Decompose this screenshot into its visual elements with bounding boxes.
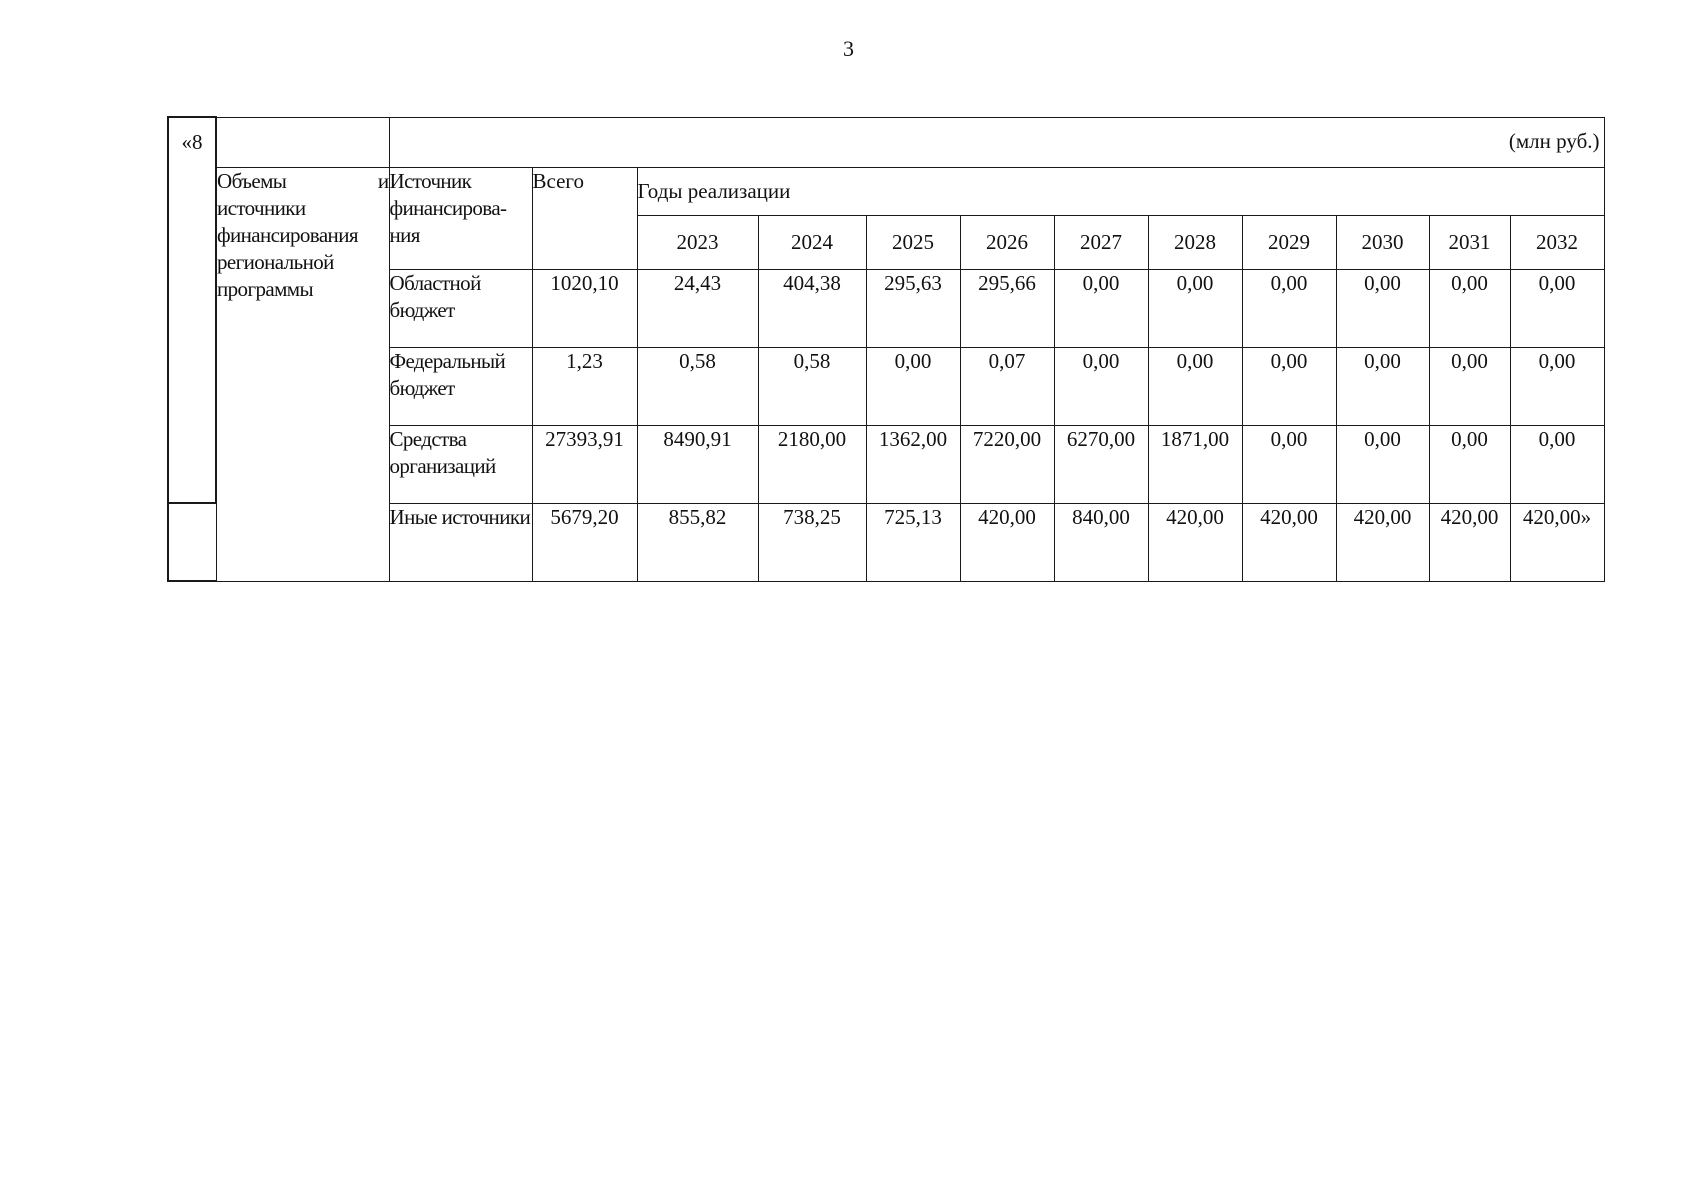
- value-cell: 0,00: [1510, 269, 1604, 347]
- year-cell: 2032: [1510, 215, 1604, 269]
- section-label-first-conj: и: [377, 168, 389, 193]
- source-header-cell: [389, 167, 532, 269]
- value-cell: 420,00: [1336, 503, 1429, 581]
- value-cell: 840,00: [1054, 503, 1148, 581]
- value-cell: 295,63: [866, 269, 960, 347]
- year-cell: 2024: [758, 215, 866, 269]
- value-cell: 0,00: [1054, 347, 1148, 425]
- year-cell: 2027: [1054, 215, 1148, 269]
- total-cell: 1020,10: [532, 269, 637, 347]
- value-cell: 0,00: [1242, 269, 1336, 347]
- value-cell: 8490,91: [637, 425, 758, 503]
- total-cell: 1,23: [532, 347, 637, 425]
- year-cell: 2023: [637, 215, 758, 269]
- years-title-cell: [637, 167, 1604, 215]
- value-cell: 0,00: [1510, 425, 1604, 503]
- value-cell: 1362,00: [866, 425, 960, 503]
- value-cell: 420,00»: [1510, 503, 1604, 581]
- value-cell: 0,00: [1242, 347, 1336, 425]
- financing-table: [167, 116, 1605, 582]
- value-cell: 6270,00: [1054, 425, 1148, 503]
- value-cell: 295,66: [960, 269, 1054, 347]
- unit-cell: [389, 117, 1604, 167]
- year-cell: 2026: [960, 215, 1054, 269]
- year-cell: 2028: [1148, 215, 1242, 269]
- value-cell: 0,00: [1429, 347, 1510, 425]
- source-cell: Областной бюджет: [389, 269, 532, 347]
- years-title: Годы реализации: [637, 178, 791, 203]
- value-cell: 24,43: [637, 269, 758, 347]
- value-cell: 0,00: [1148, 347, 1242, 425]
- total-header: Всего: [532, 168, 584, 193]
- section-label-cell: [216, 167, 389, 581]
- value-cell: 0,00: [1148, 269, 1242, 347]
- source-cell: Иные источники: [389, 503, 532, 581]
- total-header-cell: [532, 167, 637, 269]
- source-header: Источник финансирова-ния: [389, 168, 507, 247]
- value-cell: 0,58: [758, 347, 866, 425]
- value-cell: 7220,00: [960, 425, 1054, 503]
- value-cell: 0,00: [1336, 347, 1429, 425]
- year-cell: 2025: [866, 215, 960, 269]
- clause-number: «8: [181, 130, 203, 154]
- section-label-first-word: Объемы: [217, 168, 287, 193]
- value-cell: 738,25: [758, 503, 866, 581]
- clause-filler-cell: [168, 503, 216, 581]
- value-cell: 855,82: [637, 503, 758, 581]
- value-cell: 420,00: [1429, 503, 1510, 581]
- value-cell: 0,00: [1054, 269, 1148, 347]
- value-cell: 0,00: [1336, 425, 1429, 503]
- value-cell: 0,00: [1242, 425, 1336, 503]
- value-cell: 0,00: [866, 347, 960, 425]
- value-cell: 420,00: [960, 503, 1054, 581]
- section-label-rest: источники финансирования региональной программы: [217, 195, 358, 301]
- page-number: 3: [843, 36, 854, 61]
- total-cell: 27393,91: [532, 425, 637, 503]
- value-cell: 0,00: [1429, 269, 1510, 347]
- value-cell: 2180,00: [758, 425, 866, 503]
- section-label-first-line: [217, 168, 389, 195]
- value-cell: 0,00: [1510, 347, 1604, 425]
- table-header-row: [168, 167, 1604, 215]
- year-cell: 2029: [1242, 215, 1336, 269]
- value-cell: 404,38: [758, 269, 866, 347]
- total-cell: 5679,20: [532, 503, 637, 581]
- value-cell: 0,00: [1336, 269, 1429, 347]
- source-cell: Средства организаций: [389, 425, 532, 503]
- source-cell: Федеральный бюджет: [389, 347, 532, 425]
- empty-header-cell: [216, 117, 389, 167]
- year-cell: 2031: [1429, 215, 1510, 269]
- table-unit-row: [168, 117, 1604, 167]
- value-cell: 420,00: [1148, 503, 1242, 581]
- value-cell: 1871,00: [1148, 425, 1242, 503]
- year-cell: 2030: [1336, 215, 1429, 269]
- value-cell: 420,00: [1242, 503, 1336, 581]
- value-cell: 0,00: [1429, 425, 1510, 503]
- value-cell: 0,07: [960, 347, 1054, 425]
- clause-number-cell: [168, 117, 216, 503]
- unit-label: (млн руб.): [1508, 128, 1600, 153]
- value-cell: 725,13: [866, 503, 960, 581]
- value-cell: 0,58: [637, 347, 758, 425]
